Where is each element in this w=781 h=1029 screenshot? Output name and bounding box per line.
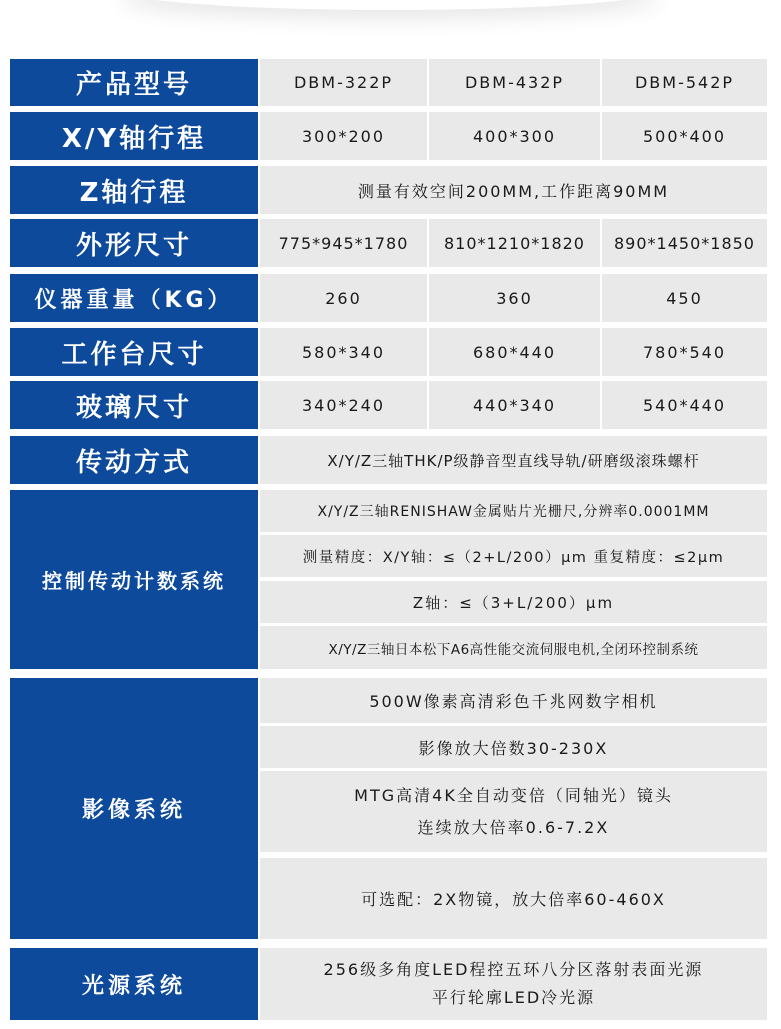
imaging-line-3: MTG高清4K全自动变倍（同轴光）镜头 <box>354 785 673 805</box>
row-glass-size <box>10 381 767 429</box>
header-weight: 仪器重量（KG） <box>10 274 258 322</box>
header-z-travel: Z轴行程 <box>10 166 258 214</box>
header-model: 产品型号 <box>10 59 258 106</box>
row-drive <box>10 436 767 484</box>
cell-glass-size-2: 440*340 <box>429 381 600 429</box>
header-dimensions: 外形尺寸 <box>10 219 258 267</box>
cell-weight-1: 260 <box>260 274 427 322</box>
imaging-line-4: 连续放大倍率0.6-7.2X <box>417 817 610 837</box>
control-line-3: Z轴：≤（3+L/200）μm <box>260 581 767 623</box>
cell-z-travel: 测量有效空间200MM,工作距离90MM <box>260 166 767 214</box>
cell-glass-size-3: 540*440 <box>602 381 767 429</box>
cell-dimensions-3: 890*1450*1850 <box>602 219 767 267</box>
header-drive: 传动方式 <box>10 436 258 484</box>
header-control-system: 控制传动计数系统 <box>10 490 258 669</box>
cell-table-size-1: 580*340 <box>260 328 427 376</box>
cell-dimensions-2: 810*1210*1820 <box>429 219 600 267</box>
row-model <box>10 59 767 106</box>
cell-table-size-3: 780*540 <box>602 328 767 376</box>
row-weight <box>10 274 767 322</box>
row-xy-travel <box>10 112 767 160</box>
top-shadow <box>120 0 660 10</box>
imaging-line-1: 500W像素高清彩色千兆网数字相机 <box>260 678 767 723</box>
light-line-2: 平行轮廓LED冷光源 <box>431 988 596 1007</box>
row-imaging-system <box>10 678 767 939</box>
cell-glass-size-1: 340*240 <box>260 381 427 429</box>
cell-weight-3: 450 <box>602 274 767 322</box>
control-line-2: 测量精度：X/Y轴：≤（2+L/200）μm 重复精度：≤2μm <box>260 535 767 577</box>
row-table-size <box>10 328 767 376</box>
imaging-line-5: 可选配：2X物镜，放大倍率60-460X <box>260 858 767 939</box>
row-dimensions <box>10 219 767 267</box>
row-z-travel <box>10 166 767 214</box>
header-glass-size: 玻璃尺寸 <box>10 381 258 429</box>
imaging-lens-block <box>260 771 767 852</box>
cell-weight-2: 360 <box>429 274 600 322</box>
cell-xy-travel-2: 400*300 <box>429 112 600 160</box>
control-line-4: X/Y/Z三轴日本松下A6高性能交流伺服电机,全闭环控制系统 <box>260 626 767 669</box>
row-control-system <box>10 490 767 669</box>
cell-model-2: DBM-432P <box>429 59 600 106</box>
cell-table-size-2: 680*440 <box>429 328 600 376</box>
cell-xy-travel-3: 500*400 <box>602 112 767 160</box>
light-line-1: 256级多角度LED程控五环八分区落射表面光源 <box>323 960 704 979</box>
row-light-system <box>10 948 767 1020</box>
cell-dimensions-1: 775*945*1780 <box>260 219 427 267</box>
imaging-line-2: 影像放大倍数30-230X <box>260 726 767 768</box>
header-table-size: 工作台尺寸 <box>10 328 258 376</box>
cell-xy-travel-1: 300*200 <box>260 112 427 160</box>
control-line-1: X/Y/Z三轴RENISHAW金属贴片光栅尺,分辨率0.0001MM <box>260 490 767 532</box>
header-xy-travel: X/Y轴行程 <box>10 112 258 160</box>
cell-model-3: DBM-542P <box>602 59 767 106</box>
cell-model-1: DBM-322P <box>260 59 427 106</box>
header-light-system: 光源系统 <box>10 948 258 1020</box>
cell-drive: X/Y/Z三轴THK/P级静音型直线导轨/研磨级滚珠螺杆 <box>260 436 767 484</box>
header-imaging-system: 影像系统 <box>10 678 258 939</box>
light-block <box>260 948 767 1020</box>
